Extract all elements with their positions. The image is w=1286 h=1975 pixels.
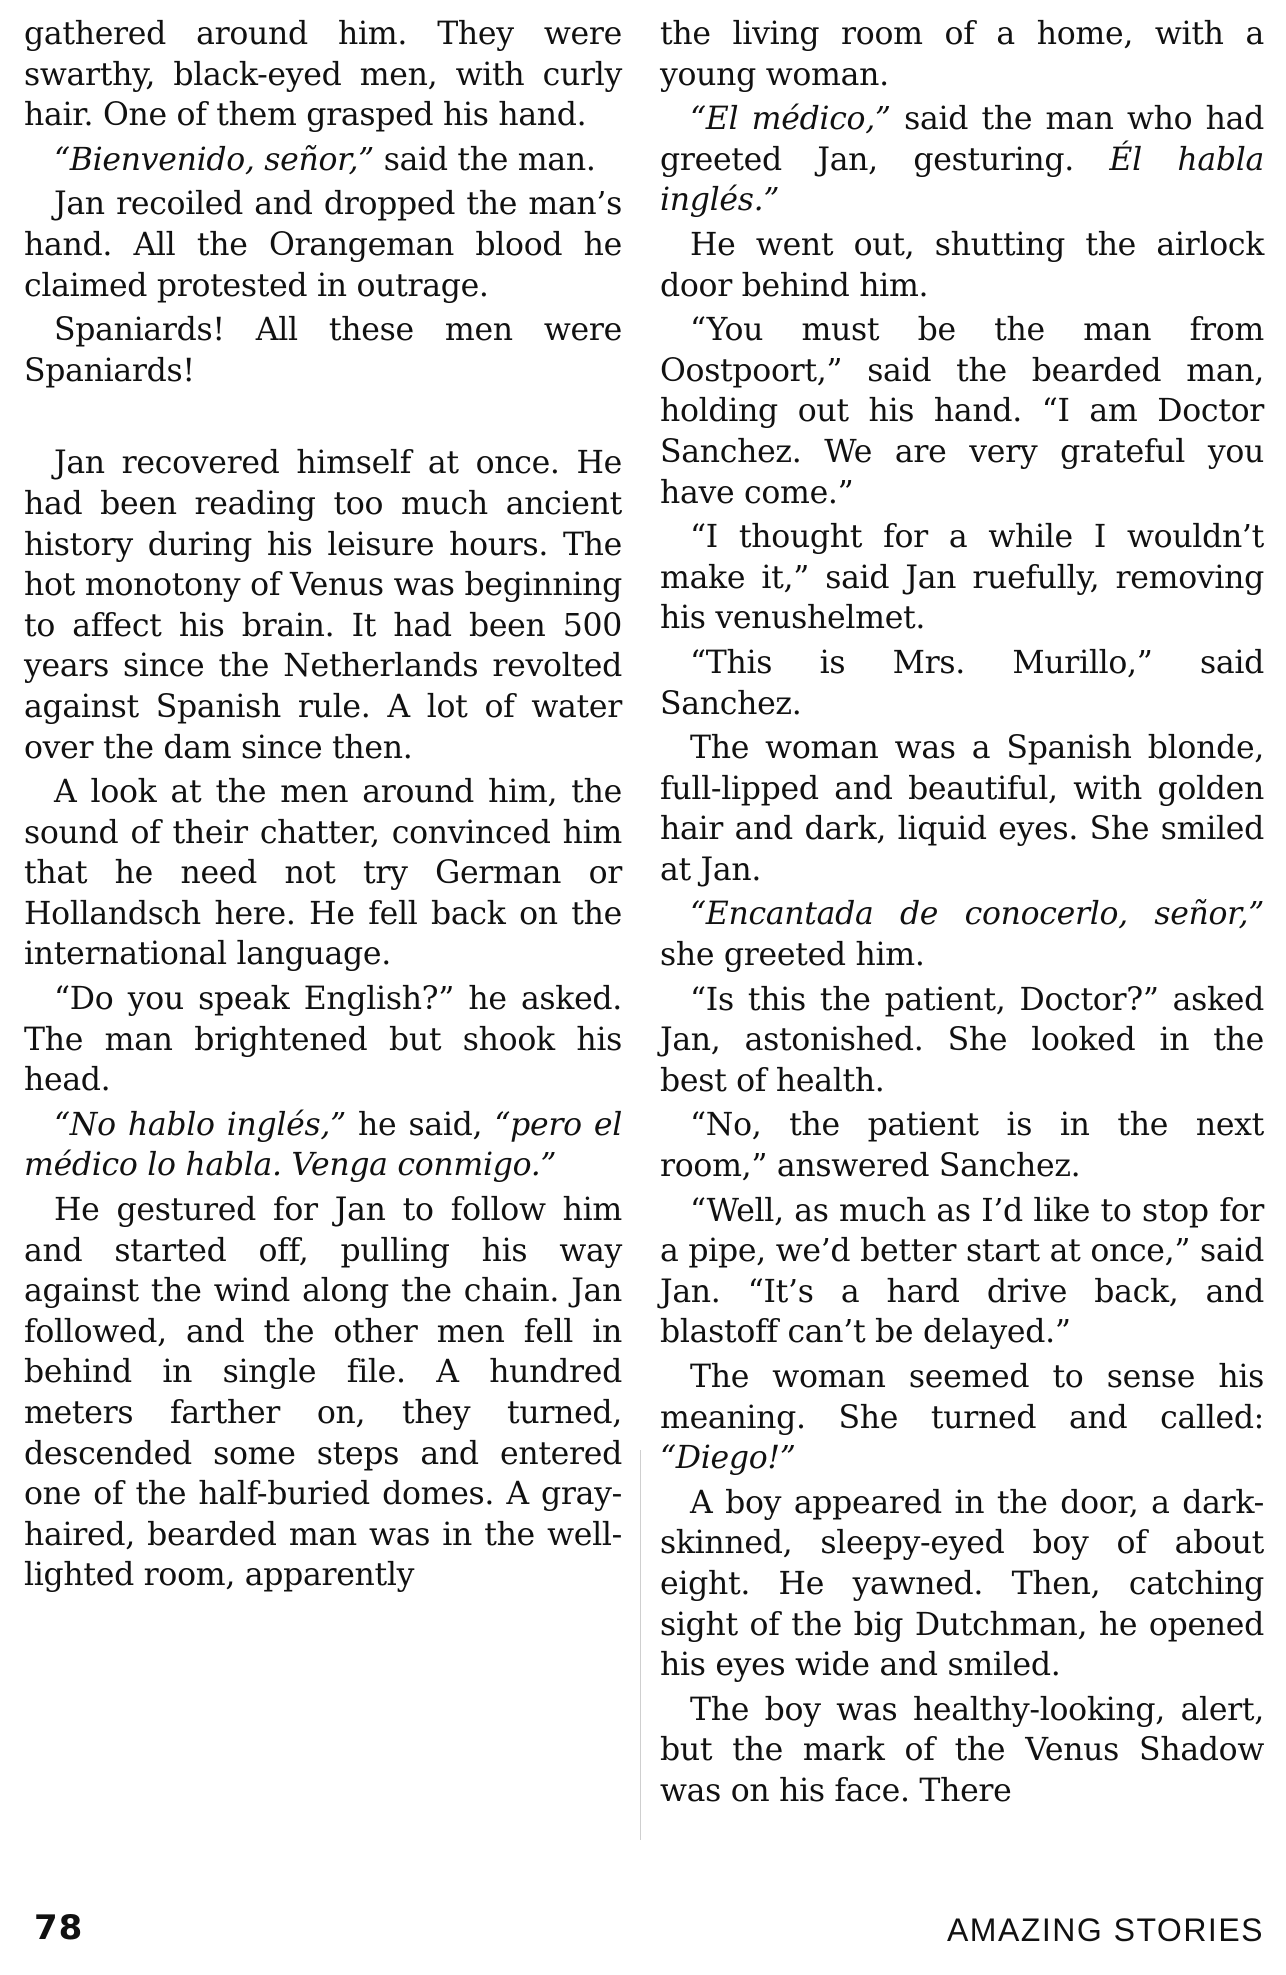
- text-segment: “Well, as much as I’d like to stop for a pipe, we’d better start at once,” said Jan. “It’s a hard drive back, and blastoff can’t be delayed.”: [660, 1192, 1264, 1351]
- paragraph: [660, 1690, 1264, 1812]
- paragraph: [660, 225, 1264, 306]
- paragraph: [660, 1483, 1264, 1686]
- text-segment: said the man.: [373, 141, 596, 178]
- page-number: 78: [34, 1908, 84, 1948]
- text-segment: gathered around him. They were swarthy, black-eyed men, with curly hair. One of them grasped his hand.: [24, 16, 622, 134]
- paragraph: [24, 1105, 622, 1186]
- text-segment: she greeted him.: [660, 937, 925, 974]
- paragraph: [24, 310, 622, 391]
- paragraph: [660, 517, 1264, 639]
- left-column: [24, 14, 622, 1600]
- text-segment: “Do you speak English?” he asked. The man brightened but shook his head.: [24, 981, 622, 1099]
- text-segment: “You must be the man from Oostpoort,” said the bearded man, holding out his hand. “I am Doctor Sanchez. We are very grateful you have come.”: [660, 312, 1264, 511]
- column-divider: [640, 1450, 641, 1840]
- text-segment: A boy appeared in the door, a dark-skinned, sleepy-eyed boy of about eight. He yawned. Then, catching sight of the big Dutchman, he opened his eyes wide and smiled.: [660, 1484, 1264, 1684]
- paragraph: [660, 643, 1264, 724]
- paragraph: [24, 443, 622, 768]
- paragraph: [660, 310, 1264, 513]
- paragraph: [660, 894, 1264, 975]
- text-segment: “I thought for a while I wouldn’t make it,” said Jan ruefully, removing his venushelmet.: [660, 519, 1264, 637]
- text-segment: the living room of a home, with a young woman.: [660, 16, 1264, 93]
- text-segment: Spaniards! All these men were Spaniards!: [24, 312, 622, 389]
- paragraph: [24, 184, 622, 306]
- text-segment: “This is Mrs. Murillo,” said Sanchez.: [660, 644, 1264, 722]
- paragraph: [660, 1357, 1264, 1479]
- text-segment: The woman seemed to sense his meaning. She turned and called:: [660, 1359, 1264, 1436]
- italic-text-segment: “El médico,”: [690, 101, 891, 138]
- text-segment: Jan recoiled and dropped the man’s hand. All the Orangeman blood he claimed protested in outrage.: [24, 186, 622, 304]
- paragraph: [660, 980, 1264, 1102]
- text-segment: “No, the patient is in the next room,” answered Sanchez.: [660, 1107, 1264, 1185]
- text-segment: He gestured for Jan to follow him and started off, pulling his way against the wind along the chain. Jan followed, and the other men fell in behind in single file. A hundred meters farther on, they turned, descended some steps and entered one of the half-buried domes. A gray-haired, bearded man was in the well-lighted room, apparently: [24, 1192, 622, 1594]
- italic-text-segment: Él habla inglés.”: [660, 141, 1264, 219]
- paragraph: [24, 979, 622, 1101]
- italic-text-segment: “No hablo inglés,”: [54, 1106, 346, 1143]
- italic-text-segment: “Encantada de conocerlo, señor,”: [690, 896, 1264, 933]
- paragraph: [660, 1105, 1264, 1186]
- right-column: [660, 14, 1264, 1816]
- paragraph: [660, 728, 1264, 890]
- italic-text-segment: “Diego!”: [660, 1440, 796, 1477]
- paragraph: [24, 1190, 622, 1596]
- running-title: AMAZING STORIES: [946, 1912, 1264, 1948]
- paragraph: [660, 99, 1264, 221]
- paragraph: [660, 14, 1264, 95]
- text-segment: The boy was healthy-looking, alert, but the mark of the Venus Shadow was on his face. There: [660, 1691, 1264, 1809]
- paragraph: [660, 1191, 1264, 1353]
- text-segment: He went out, shutting the airlock door behind him.: [660, 226, 1264, 304]
- text-segment: he said,: [345, 1106, 495, 1143]
- paragraph: [24, 14, 622, 136]
- paragraph: [24, 772, 622, 975]
- text-segment: Jan recovered himself at once. He had been reading too much ancient history during his leisure hours. The hot monotony of Venus was beginning to affect his brain. It had been 500 years since the Netherlands revolted against Spanish rule. A lot of water over the dam since then.: [24, 445, 622, 766]
- italic-text-segment: “Bienvenido, señor,”: [54, 141, 374, 178]
- text-segment: “Is this the patient, Doctor?” asked Jan, astonished. She looked in the best of health.: [660, 981, 1264, 1099]
- text-segment: said the man who had greeted Jan, gesturing.: [660, 101, 1265, 178]
- text-segment: A look at the men around him, the sound of their chatter, convinced him that he need not try German or Hollandsch here. He fell back on the international language.: [24, 774, 622, 973]
- italic-text-segment: “pero el médico lo habla. Venga conmigo.”: [24, 1106, 622, 1184]
- paragraph: [24, 140, 622, 181]
- text-segment: The woman was a Spanish blonde, full-lipped and beautiful, with golden hair and dark, liquid eyes. She smiled at Jan.: [660, 730, 1264, 888]
